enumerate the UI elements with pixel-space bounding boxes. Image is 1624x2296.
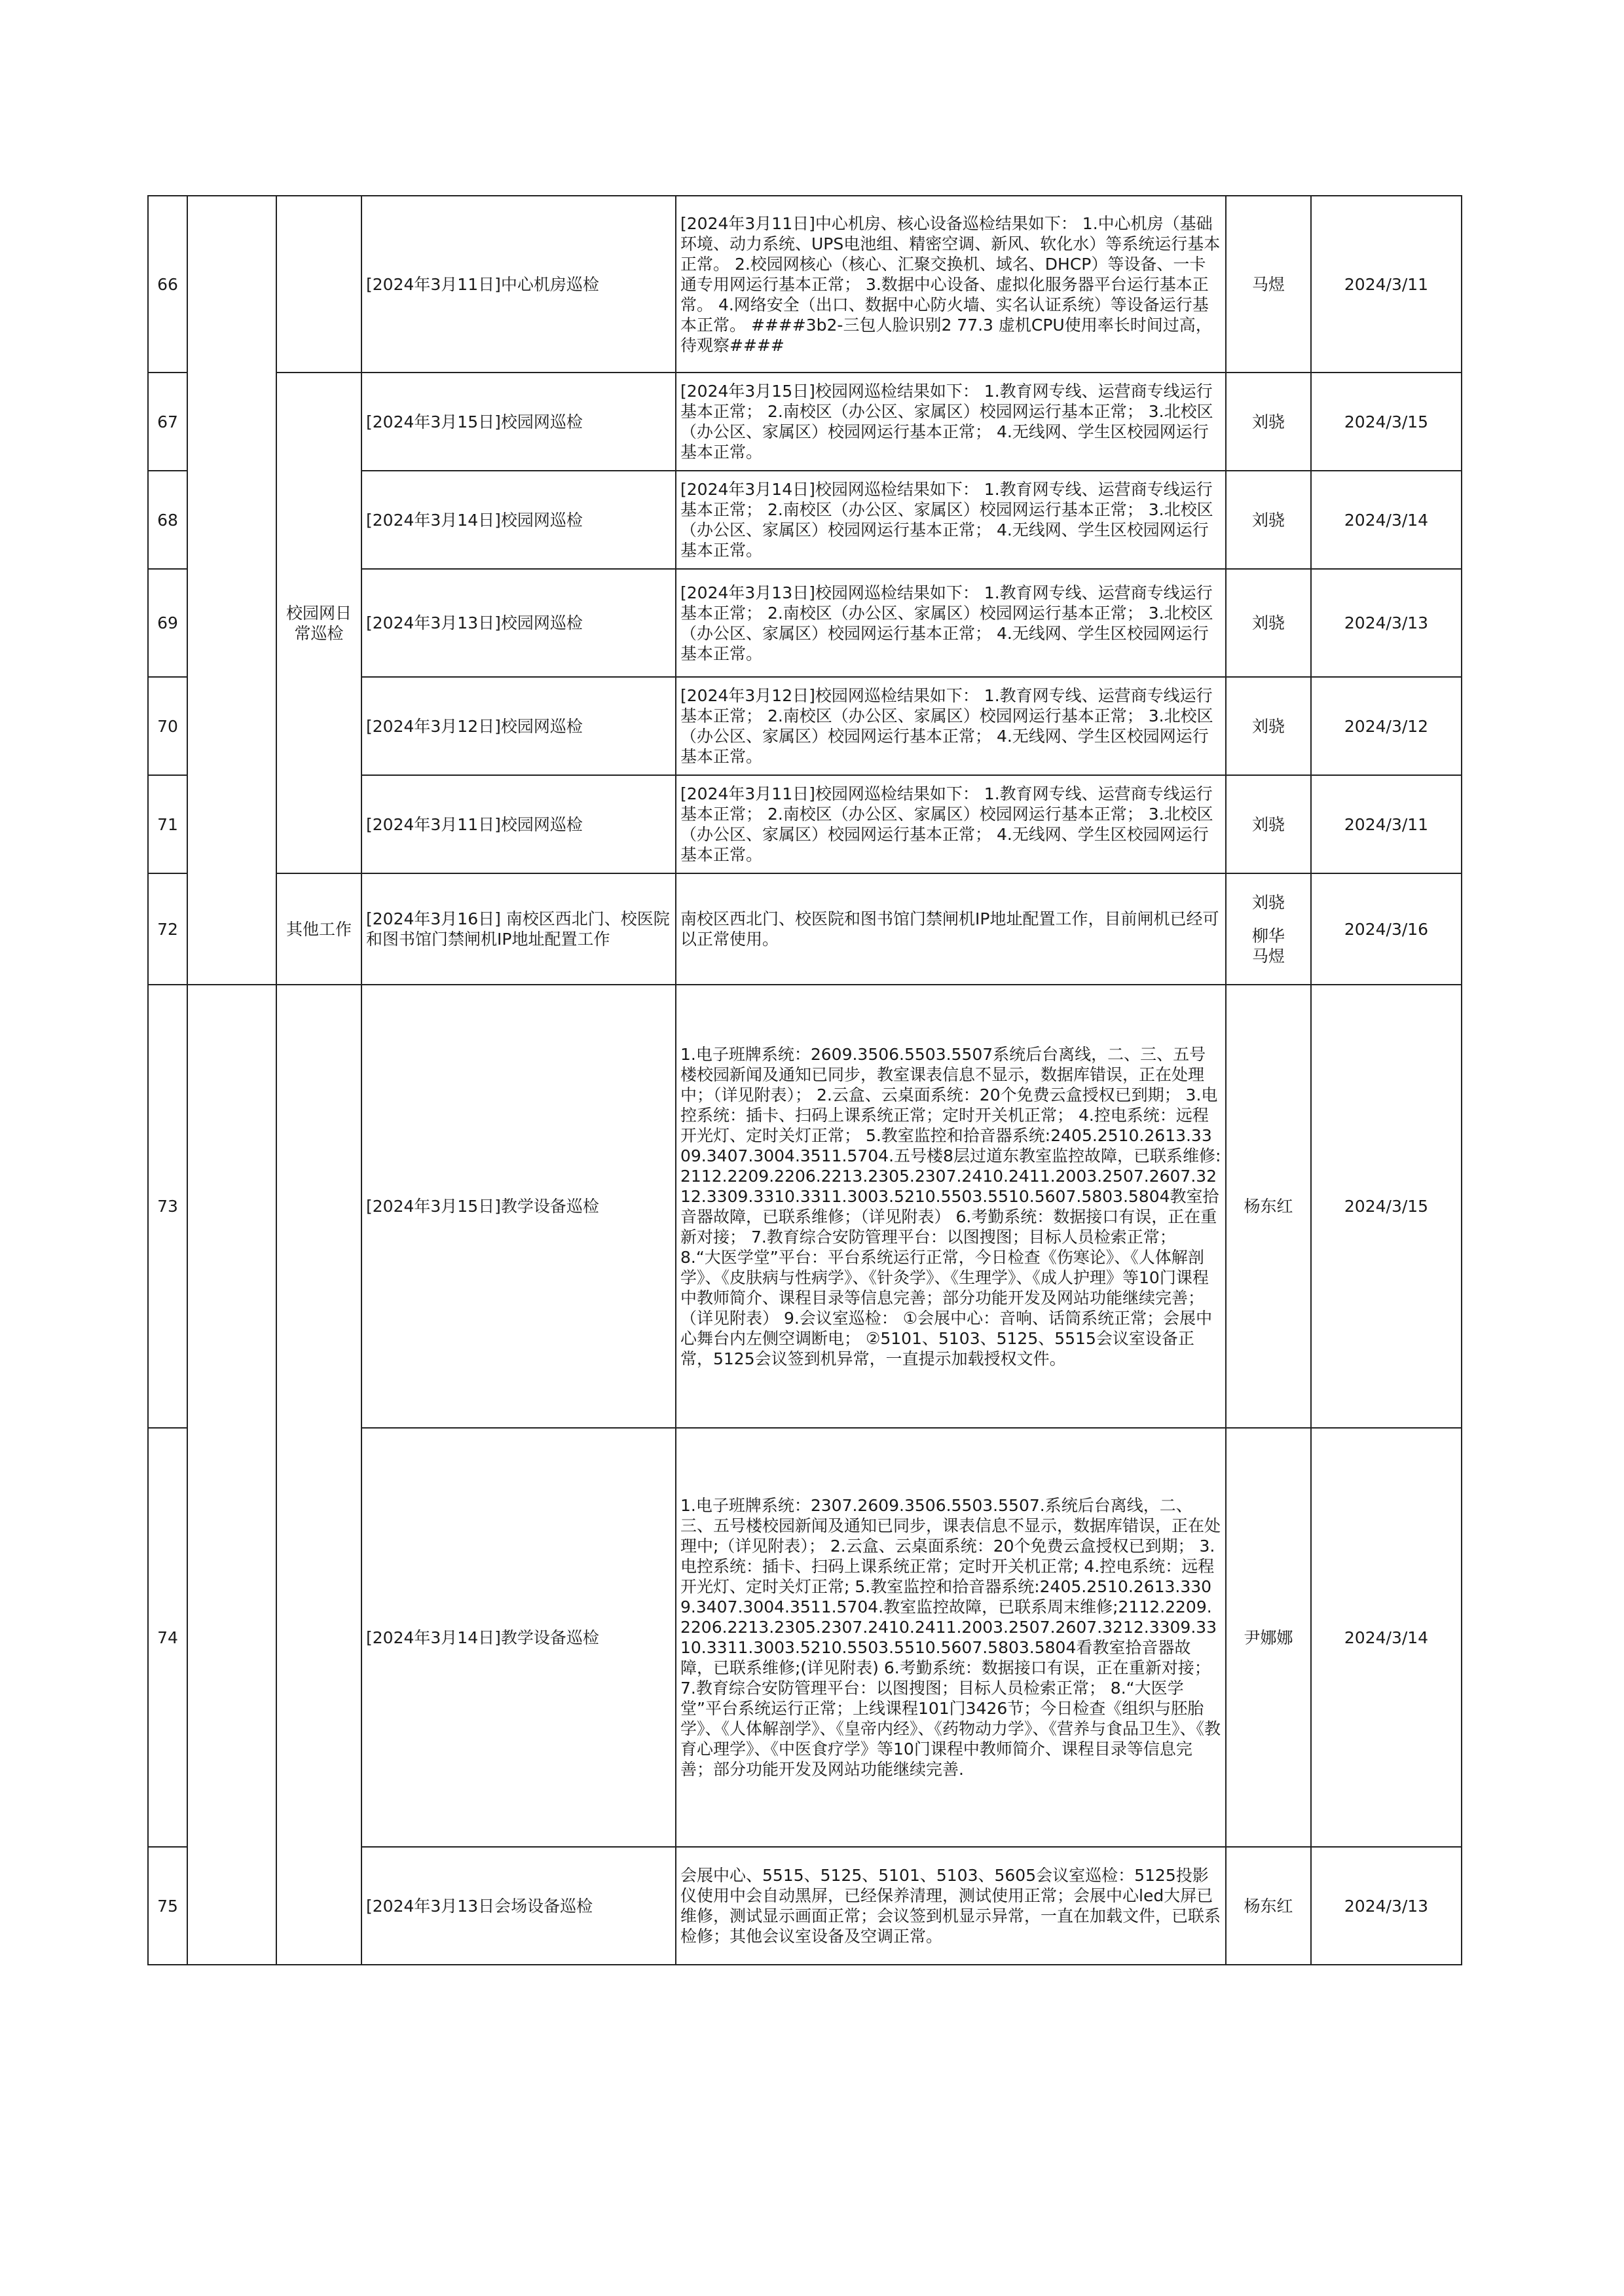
row-number: 71 <box>148 775 187 873</box>
task-title: [2024年3月15日]校园网巡检 <box>361 373 676 471</box>
row-number: 72 <box>148 873 187 985</box>
task-date: 2024/3/13 <box>1311 569 1462 677</box>
section-cell <box>187 196 276 985</box>
task-detail: 会展中心、5515、5125、5101、5103、5605会议室巡检：5125投影仪使用中会自动黑屏，已经保养清理，测试使用正常；会展中心led大屏已维修，测试显示画面正常；会议签到机显示异常，一直在加载文件，已联系检修；其他会议室设备及空调正常。 <box>676 1847 1226 1965</box>
task-title: [2024年3月11日]校园网巡检 <box>361 775 676 873</box>
task-title: [2024年3月15日]教学设备巡检 <box>361 985 676 1428</box>
person-name: 刘骁 <box>1251 892 1285 912</box>
row-number: 67 <box>148 373 187 471</box>
task-date: 2024/3/14 <box>1311 1428 1462 1847</box>
task-date: 2024/3/15 <box>1311 985 1462 1428</box>
row-number: 66 <box>148 196 187 373</box>
category-other: 其他工作 <box>276 873 361 985</box>
section-cell <box>187 985 276 1965</box>
task-detail: [2024年3月11日]校园网巡检结果如下： 1.教育网专线、运营商专线运行基本正常； 2.南校区（办公区、家属区）校园网运行基本正常； 3.北校区（办公区、家属区）校园网运行基本正常； 4.无线网、学生区校园网运行基本正常。 <box>676 775 1226 873</box>
row-number: 73 <box>148 985 187 1428</box>
task-person: 刘骁 <box>1226 569 1311 677</box>
task-date: 2024/3/16 <box>1311 873 1462 985</box>
task-detail: [2024年3月11日]中心机房、核心设备巡检结果如下： 1.中心机房（基础环境、动力系统、UPS电池组、精密空调、新风、软化水）等系统运行基本正常。 2.校园网核心（核心、汇聚交换机、域名、DHCP）等设备、一卡通专用网运行基本正常； 3.数据中心设备、虚拟化服务器平台运行基本正常。 4.网络安全（出口、数据中心防火墙、实名认证系统）等设备运行基本正常。 ####3b2-三包人脸识别2 77.3 虚机CPU使用率长时间过高，待观察#### <box>676 196 1226 373</box>
task-title: [2024年3月16日] 南校区西北门、校医院和图书馆门禁闸机IP地址配置工作 <box>361 873 676 985</box>
table-row <box>148 373 1462 471</box>
task-date: 2024/3/13 <box>1311 1847 1462 1965</box>
task-persons <box>1226 873 1311 985</box>
task-person: 尹娜娜 <box>1226 1428 1311 1847</box>
row-number: 70 <box>148 677 187 775</box>
task-title: [2024年3月11日]中心机房巡检 <box>361 196 676 373</box>
category-campus-network: 校园网日常巡检 <box>276 373 361 873</box>
task-person: 刘骁 <box>1226 471 1311 569</box>
task-date: 2024/3/12 <box>1311 677 1462 775</box>
task-detail: [2024年3月14日]校园网巡检结果如下： 1.教育网专线、运营商专线运行基本正常； 2.南校区（办公区、家属区）校园网运行基本正常； 3.北校区（办公区、家属区）校园网运行基本正常； 4.无线网、学生区校园网运行基本正常。 <box>676 471 1226 569</box>
task-person: 刘骁 <box>1226 677 1311 775</box>
task-date: 2024/3/11 <box>1311 775 1462 873</box>
task-detail: [2024年3月13日]校园网巡检结果如下： 1.教育网专线、运营商专线运行基本正常； 2.南校区（办公区、家属区）校园网运行基本正常； 3.北校区（办公区、家属区）校园网运行基本正常； 4.无线网、学生区校园网运行基本正常。 <box>676 569 1226 677</box>
row-number: 75 <box>148 1847 187 1965</box>
task-title: [2024年3月12日]校园网巡检 <box>361 677 676 775</box>
task-detail: 南校区西北门、校医院和图书馆门禁闸机IP地址配置工作，目前闸机已经可以正常使用。 <box>676 873 1226 985</box>
category-cell <box>276 985 361 1965</box>
task-person: 马煜 <box>1226 196 1311 373</box>
row-number: 69 <box>148 569 187 677</box>
task-date: 2024/3/11 <box>1311 196 1462 373</box>
task-title: [2024年3月13日会场设备巡检 <box>361 1847 676 1965</box>
person-name: 马煜 <box>1251 946 1285 966</box>
work-log-table <box>147 195 1462 1965</box>
task-person: 刘骁 <box>1226 373 1311 471</box>
task-title: [2024年3月14日]教学设备巡检 <box>361 1428 676 1847</box>
person-name: 柳华 <box>1251 926 1285 945</box>
task-title: [2024年3月13日]校园网巡检 <box>361 569 676 677</box>
task-date: 2024/3/15 <box>1311 373 1462 471</box>
task-title: [2024年3月14日]校园网巡检 <box>361 471 676 569</box>
table-row <box>148 985 1462 1428</box>
task-detail: [2024年3月12日]校园网巡检结果如下： 1.教育网专线、运营商专线运行基本正常； 2.南校区（办公区、家属区）校园网运行基本正常； 3.北校区（办公区、家属区）校园网运行基本正常； 4.无线网、学生区校园网运行基本正常。 <box>676 677 1226 775</box>
row-number: 68 <box>148 471 187 569</box>
task-date: 2024/3/14 <box>1311 471 1462 569</box>
task-detail: 1.电子班牌系统：2307.2609.3506.5503.5507.系统后台离线，二、三、五号楼校园新闻及通知已同步，课表信息不显示，数据库错误，正在处理中;（详见附表）； 2.云盒、云桌面系统：20个免费云盒授权已到期； 3.电控系统：插卡、扫码上课系统正常；定时开关机正常; 4.控电系统：远程开光灯、定时关灯正常; 5.教室监控和拾音器系统:2405.2510.2613.3309.3407.3004.3511.5704.教室监控故障，已联系周末维修;2112.2209.2206.2213.2305.2307.2410.2411.2003.2507.2607.3212.3309.3310.3311.3003.5210.5503.5510.5607.5803.5804看教室拾音器故障，已联系维修;(详见附表) 6.考勤系统：数据接口有误，正在重新对接； 7.教育综合安防管理平台：以图搜图；目标人员检索正常； 8.“大医学堂”平台系统运行正常；上线课程101门3426节；今日检查《组织与胚胎学》、《人体解剖学》、《皇帝内经》、《药物动力学》、《营养与食品卫生》、《教育心理学》、《中医食疗学》等10门课程中教师简介、课程目录等信息完善；部分功能开发及网站功能继续完善. <box>676 1428 1226 1847</box>
table-row <box>148 873 1462 985</box>
task-person: 杨东红 <box>1226 985 1311 1428</box>
task-detail: [2024年3月15日]校园网巡检结果如下： 1.教育网专线、运营商专线运行基本正常； 2.南校区（办公区、家属区）校园网运行基本正常； 3.北校区（办公区、家属区）校园网运行基本正常； 4.无线网、学生区校园网运行基本正常。 <box>676 373 1226 471</box>
category-cell <box>276 196 361 373</box>
task-detail: 1.电子班牌系统：2609.3506.5503.5507系统后台离线，二、三、五号楼校园新闻及通知已同步，教室课表信息不显示，数据库错误，正在处理中；（详见附表）； 2.云盒、云桌面系统：20个免费云盒授权已到期； 3.电控系统：插卡、扫码上课系统正常；定时开关机正常； 4.控电系统：远程开光灯、定时关灯正常； 5.教室监控和拾音器系统:2405.2510.2613.3309.3407.3004.3511.5704.五号楼8层过道东教室监控故障，已联系维修:2112.2209.2206.2213.2305.2307.2410.2411.2003.2507.2607.3212.3309.3310.3311.3003.5210.5503.5510.5607.5803.5804教室拾音器故障，已联系维修；（详见附表） 6.考勤系统：数据接口有误，正在重新对接； 7.教育综合安防管理平台：以图搜图；目标人员检索正常； 8.“大医学堂”平台：平台系统运行正常，今日检查《伤寒论》、《人体解剖学》、《皮肤病与性病学》、《针灸学》、《生理学》、《成人护理》等10门课程中教师简介、课程目录等信息完善；部分功能开发及网站功能继续完善；（详见附表） 9.会议室巡检： ①会展中心：音响、话筒系统正常；会展中心舞台内左侧空调断电； ②5101、5103、5125、5515会议室设备正常，5125会议签到机异常，一直提示加载授权文件。 <box>676 985 1226 1428</box>
task-person: 刘骁 <box>1226 775 1311 873</box>
row-number: 74 <box>148 1428 187 1847</box>
table-row <box>148 196 1462 373</box>
task-person: 杨东红 <box>1226 1847 1311 1965</box>
